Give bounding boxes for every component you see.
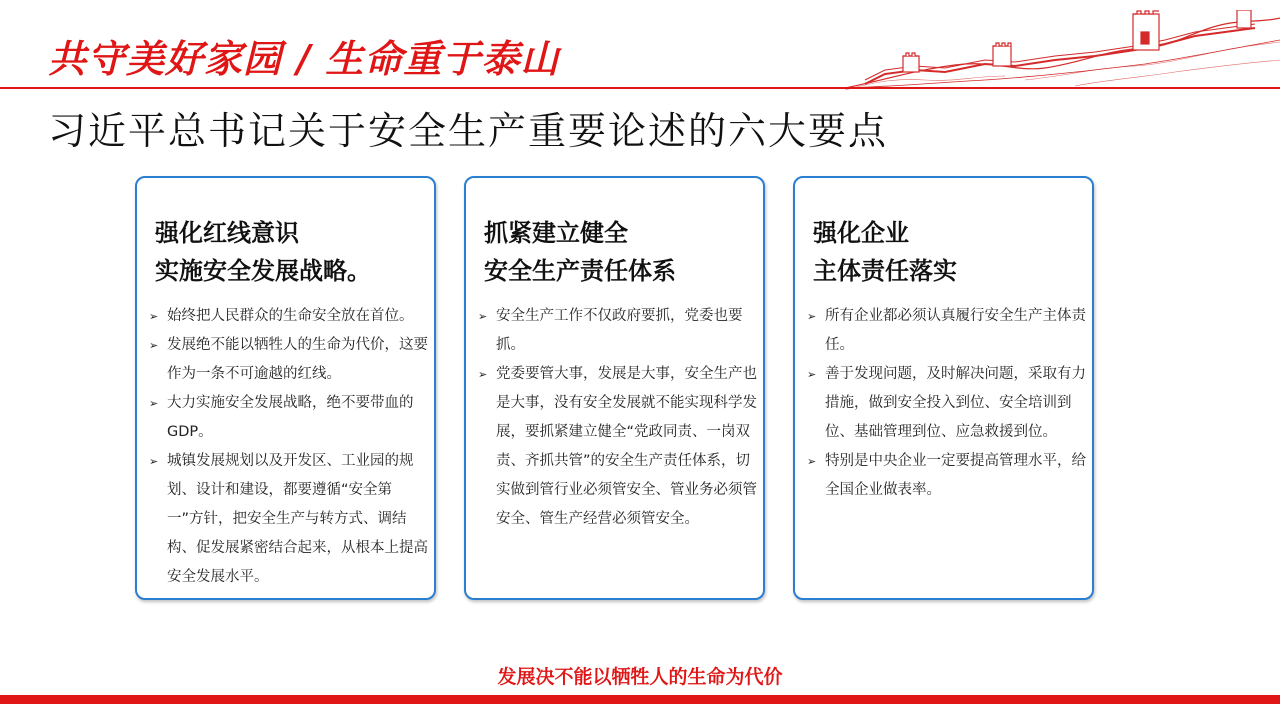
bullet-text: 党委要管大事，发展是大事，安全生产也是大事，没有安全发展就不能实现科学发展，要抓紧建立健全“党政同责、一岗双责、齐抓共管”的安全生产责任体系，切实做到管行业必须管安全、管业务必须管安全、管生产经营必须管安全。 bbox=[496, 366, 757, 527]
cards-container bbox=[135, 176, 1097, 602]
card-heading-line: 主体责任落实 bbox=[813, 256, 957, 285]
card-heading-line: 抓紧建立健全 bbox=[484, 218, 628, 247]
card-heading-line: 实施安全发展战略。 bbox=[155, 256, 371, 285]
slide-title: 习近平总书记关于安全生产重要论述的六大要点 bbox=[48, 109, 889, 153]
card-responsibility-system bbox=[464, 176, 765, 600]
arrow-bullet-icon: ➢ bbox=[807, 368, 817, 381]
bullet-text: 城镇发展规划以及开发区、工业园的规划、设计和建设，都要遵循“安全第一”方针，把安全生产与转方式、调结构、促发展紧密结合起来，从根本上提高安全发展水平。 bbox=[167, 453, 428, 585]
list-item bbox=[476, 360, 757, 534]
list-item bbox=[805, 302, 1086, 360]
list-item bbox=[805, 447, 1086, 505]
list-item bbox=[147, 447, 428, 592]
arrow-bullet-icon: ➢ bbox=[149, 310, 159, 323]
arrow-bullet-icon: ➢ bbox=[807, 310, 817, 323]
bullet-text: 善于发现问题，及时解决问题，采取有力措施，做到安全投入到位、安全培训到位、基础管理到位、应急救援到位。 bbox=[825, 366, 1086, 440]
footer-slogan: 发展决不能以牺牲人的生命为代价 bbox=[497, 666, 783, 688]
bullet-text: 特别是中央企业一定要提高管理水平，给全国企业做表率。 bbox=[825, 453, 1086, 498]
arrow-bullet-icon: ➢ bbox=[149, 339, 159, 352]
bullet-text: 安全生产工作不仅政府要抓，党委也要抓。 bbox=[496, 308, 743, 353]
list-item bbox=[147, 331, 428, 389]
bullet-text: 所有企业都必须认真履行安全生产主体责任。 bbox=[825, 308, 1086, 353]
arrow-bullet-icon: ➢ bbox=[149, 455, 159, 468]
banner-title: 共守美好家园 / 生命重于泰山 bbox=[48, 36, 560, 81]
bullet-text: 大力实施安全发展战略，绝不要带血的GDP。 bbox=[167, 395, 414, 440]
list-item bbox=[147, 302, 428, 331]
list-item bbox=[476, 302, 757, 360]
arrow-bullet-icon: ➢ bbox=[149, 397, 159, 410]
bullet-list bbox=[476, 302, 757, 534]
card-heading-line: 安全生产责任体系 bbox=[484, 256, 676, 285]
arrow-bullet-icon: ➢ bbox=[478, 368, 488, 381]
card-enterprise-responsibility bbox=[793, 176, 1094, 600]
great-wall-illustration bbox=[845, 10, 1280, 90]
card-heading bbox=[155, 214, 424, 290]
arrow-bullet-icon: ➢ bbox=[478, 310, 488, 323]
card-red-line bbox=[135, 176, 436, 600]
bullet-text: 发展绝不能以牺牲人的生命为代价，这要作为一条不可逾越的红线。 bbox=[167, 337, 428, 382]
arrow-bullet-icon: ➢ bbox=[807, 455, 817, 468]
header-divider bbox=[0, 87, 1280, 89]
card-heading bbox=[813, 214, 1082, 290]
list-item bbox=[147, 389, 428, 447]
footer-bar bbox=[0, 695, 1280, 704]
card-heading-line: 强化红线意识 bbox=[155, 218, 299, 247]
bullet-list bbox=[147, 302, 428, 592]
bullet-text: 始终把人民群众的生命安全放在首位。 bbox=[167, 308, 414, 324]
card-heading-line: 强化企业 bbox=[813, 218, 909, 247]
list-item bbox=[805, 360, 1086, 447]
bullet-list bbox=[805, 302, 1086, 505]
card-heading bbox=[484, 214, 753, 290]
